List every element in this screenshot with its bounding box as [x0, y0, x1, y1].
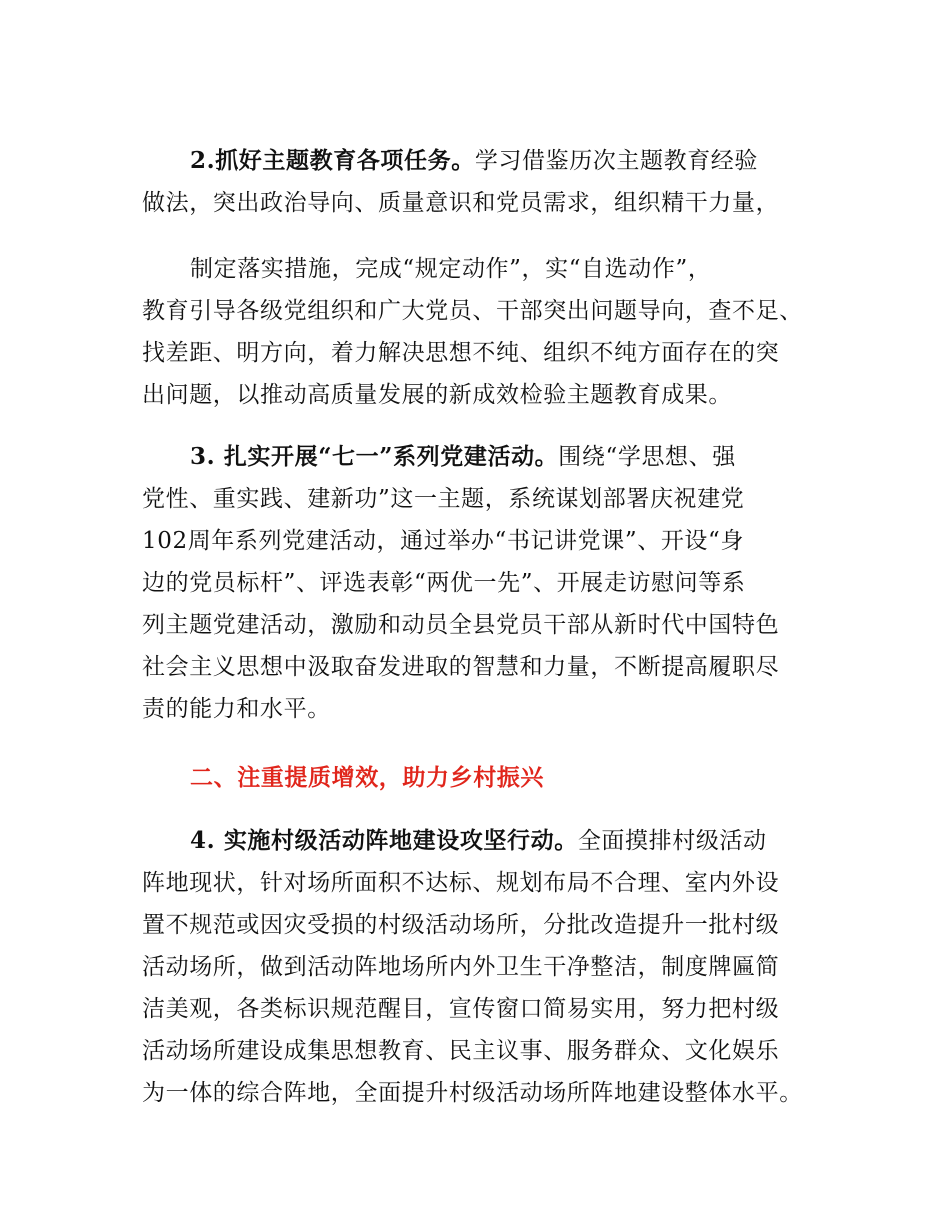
paragraph-line: 出问题，以推动高质量发展的新成效检验主题教育成果。 — [142, 382, 732, 408]
item-2-text: 学习借鉴历次主题教育经验 — [474, 148, 759, 174]
paragraph-line: 活动场所，做到活动阵地场所内外卫生干净整洁，制度牌匾简 — [142, 954, 780, 980]
item-3-title: 3. 扎实开展“七一”系列党建活动。 — [190, 443, 559, 470]
item-3-text: 围绕“学思想、强 — [558, 444, 736, 470]
paragraph-line: 活动场所建设成集思想教育、民主议事、服务群众、文化娱乐 — [142, 1038, 780, 1064]
section-heading: 二、注重提质增效，助力乡村振兴 — [190, 765, 544, 791]
paragraph-line: 为一体的综合阵地，全面提升村级活动场所阵地建设整体水平。 — [142, 1080, 803, 1106]
paragraph-line: 找差距、明方向，着力解决思想不纯、组织不纯方面存在的突 — [142, 340, 780, 366]
paragraph-line: 边的党员标杆”、评选表彰“两优一先”、开展走访慰问等系 — [142, 570, 746, 596]
item-3-first-line — [190, 442, 736, 472]
paragraph-line: 列主题党建活动，激励和动员全县党员干部从新时代中国特色 — [142, 612, 780, 638]
paragraph-line: 阵地现状，针对场所面积不达标、规划布局不合理、室内外设 — [142, 870, 780, 896]
paragraph-line: 教育引导各级党组织和广大党员、干部突出问题导向，查不足、 — [142, 298, 803, 324]
paragraph-line: 责的能力和水平。 — [142, 696, 331, 722]
paragraph-line: 社会主义思想中汲取奋发进取的智慧和力量，不断提高履职尽 — [142, 654, 780, 680]
paragraph-line: 党性、重实践、建新功”这一主题，系统谋划部署庆祝建党 — [142, 486, 745, 512]
item-4-text: 全面摸排村级活动 — [577, 828, 767, 854]
paragraph-line: 制定落实措施，完成“规定动作”，实“自选动作”， — [190, 256, 712, 282]
item-2-first-line — [190, 146, 758, 176]
paragraph-line: 102周年系列党建活动，通过举办“书记讲党课”、开设“身 — [142, 528, 744, 554]
paragraph-line: 做法，突出政治导向、质量意识和党员需求，组织精干力量， — [142, 190, 780, 216]
paragraph-line: 洁美观，各类标识规范醒目，宣传窗口简易实用，努力把村级 — [142, 996, 780, 1022]
paragraph-line: 置不规范或因灾受损的村级活动场所，分批改造提升一批村级 — [142, 912, 780, 938]
item-2-title: 2.抓好主题教育各项任务。 — [190, 147, 475, 174]
item-4-title: 4. 实施村级活动阵地建设攻坚行动。 — [190, 827, 578, 854]
item-4-first-line — [190, 826, 767, 856]
